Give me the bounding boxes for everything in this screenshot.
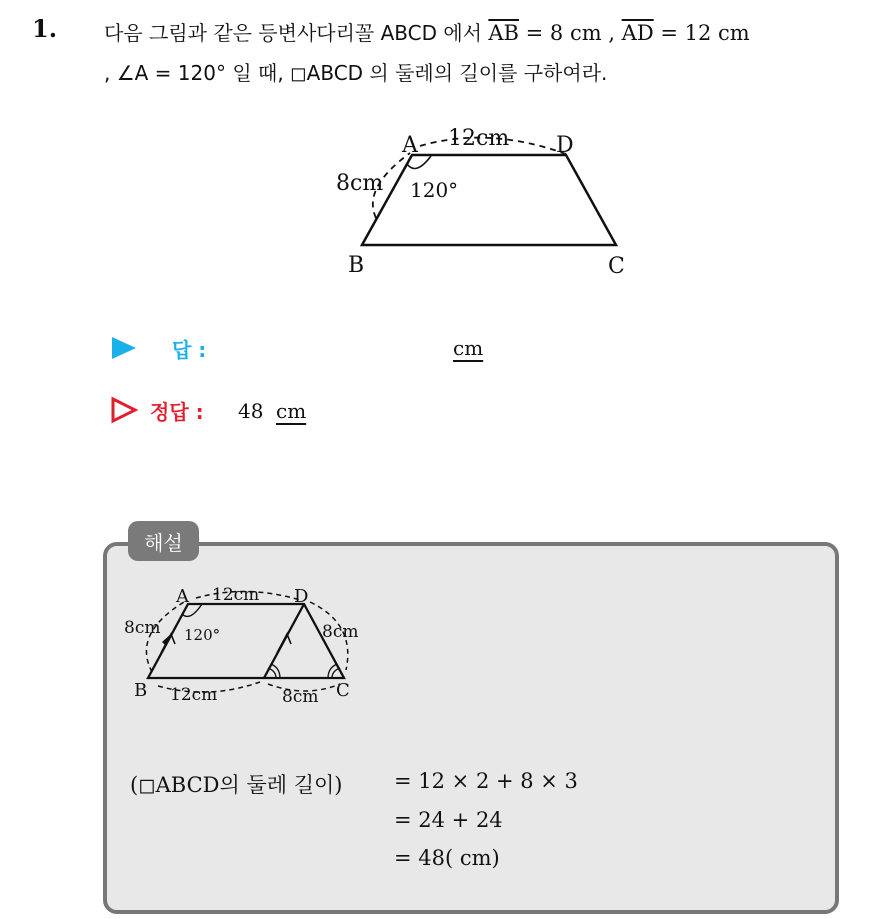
solution-trapezoid <box>148 604 344 678</box>
vertex-c: C <box>608 254 625 279</box>
sol-vertex-a: A <box>176 586 189 607</box>
sol-label-left: 8cm <box>124 618 161 638</box>
solution-lhs: (◻ABCD의 둘레 길이) <box>130 773 343 797</box>
length-ab: = 8 cm , <box>518 21 622 45</box>
arrow-parallel <box>277 634 291 653</box>
solution-figure <box>118 582 388 707</box>
sol-vertex-d: D <box>294 586 309 607</box>
segment-ab: $\overline{AB}$ <box>488 21 519 45</box>
correct-unit: cm <box>276 399 307 423</box>
length-ad: = 12 cm <box>653 21 750 45</box>
trapezoid-shape <box>362 155 616 245</box>
vertex-b: B <box>348 253 365 278</box>
vertex-a: A <box>402 133 418 158</box>
sol-label-right: 8cm <box>322 622 359 642</box>
answer-label: 답 : <box>172 338 207 362</box>
sol-label-bottom-right: 8cm <box>282 687 319 707</box>
solution-tag: 해설 <box>128 521 199 561</box>
label-angle: 120° <box>410 178 459 202</box>
segment-ad: $\overline{AD}$ <box>621 21 654 45</box>
sol-label-bottom-left: 12cm <box>170 685 218 705</box>
answer-unit: cm <box>453 336 484 360</box>
label-top-length: 12cm <box>448 126 510 151</box>
question-number: 1. <box>32 14 58 43</box>
label-left-length: 8cm <box>336 171 384 196</box>
correct-label: 정답 : <box>150 400 204 424</box>
correct-value: 48 <box>238 399 264 423</box>
question-figure <box>330 118 650 283</box>
question-line-1 <box>104 17 750 46</box>
sol-label-angle: 120° <box>184 626 221 644</box>
solution-step-1: = 12 × 2 + 8 × 3 <box>394 769 578 793</box>
question-line-2: , ∠A = 120° 일 때, ◻ABCD 의 둘레의 길이를 구하여라. <box>104 61 608 85</box>
outline-arrow-icon <box>110 396 140 424</box>
play-arrow-icon <box>110 335 140 361</box>
sol-vertex-b: B <box>134 680 148 701</box>
question-prefix: 다음 그림과 같은 등변사다리꼴 ABCD 에서 <box>104 21 489 45</box>
vertex-d: D <box>556 133 574 158</box>
sol-label-top: 12cm <box>212 585 260 605</box>
sol-vertex-c: C <box>336 680 350 701</box>
solution-step-2: = 24 + 24 <box>394 808 503 832</box>
solution-step-3: = 48( cm) <box>394 846 500 870</box>
